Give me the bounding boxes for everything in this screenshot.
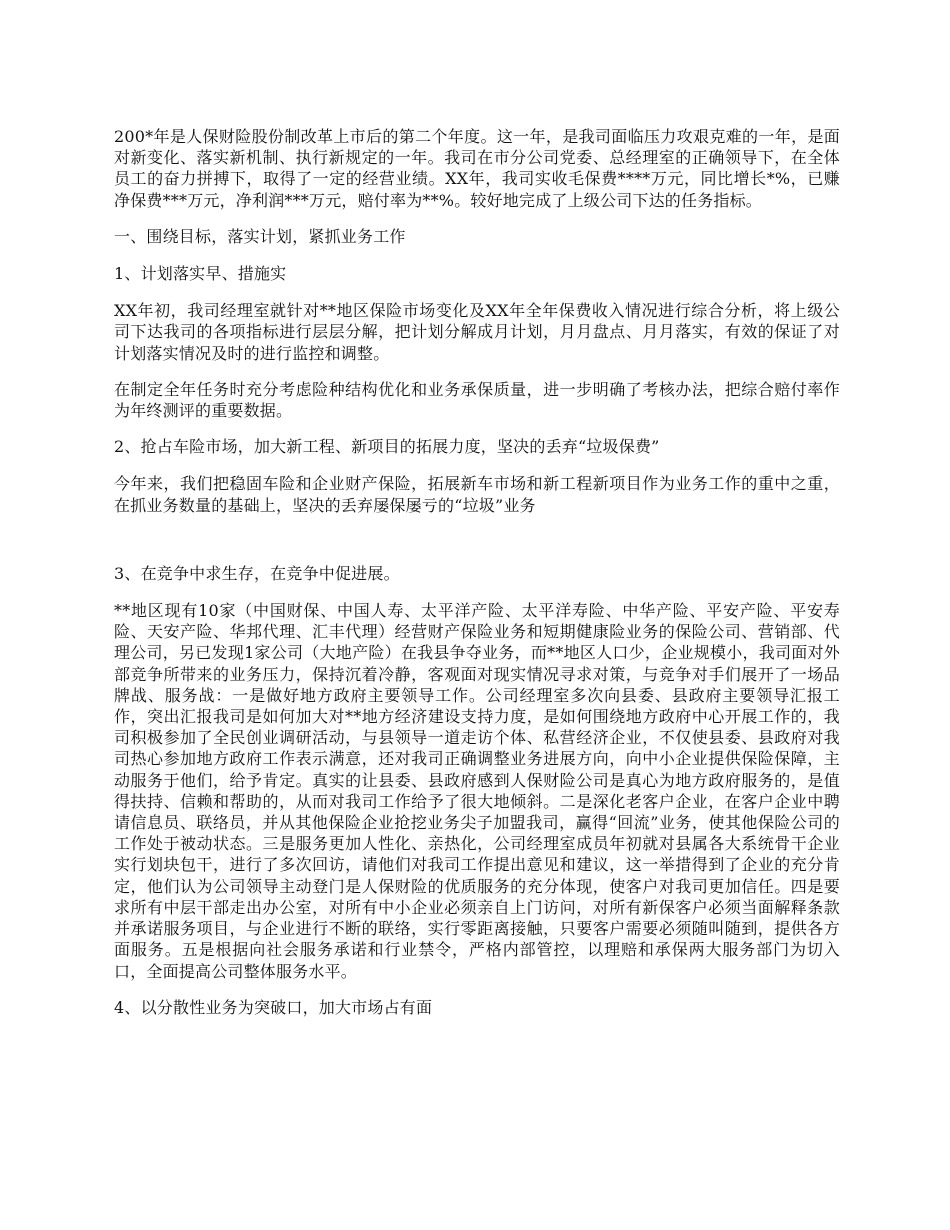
- item-1-paragraph-2: 在制定全年任务时充分考虑险种结构优化和业务承保质量，进一步明确了考核办法，把综合赔付率作为年终测评的重要数据。: [114, 379, 840, 421]
- item-2-paragraph-1: 今年来，我们把稳固车险和企业财产保险，拓展新车市场和新工程新项目作为业务工作的重中之重，在抓业务数量的基础上，坚决的丢弃屡保屡亏的“垃圾”业务: [114, 474, 840, 515]
- item-3-heading: 3、在竞争中求生存，在竞争中促进展。: [114, 563, 400, 583]
- intro-paragraph: 200*年是人保财险股份制改革上市后的第二个年度。这一年，是我司面临压力攻艰克难的一年，是面对新变化、落实新机制、执行新规定的一年。我司在市分公司党委、总经理室的正确领导下，在全体员工的奋力拼搏下，取得了一定的经营业绩。XX年，我司实收毛保费****万元，同比增长*%，已赚净保费***万元，净利润***万元，赔付率为**%。较好地完成了上级公司下达的任务指标。: [114, 127, 840, 210]
- item-1-paragraph-1: XX年初，我司经理室就针对**地区保险市场变化及XX年全年保费收入情况进行综合分析，将上级公司下达我司的各项指标进行层层分解，把计划分解成月计划，月月盘点、月月落实，有效的保证了对计划落实情况及时的进行监控和调整。: [114, 301, 840, 363]
- item-2-heading: 2、抢占车险市场，加大新工程、新项目的拓展力度，坚决的丢弃“垃圾保费”: [114, 437, 660, 457]
- item-3-paragraph-1: **地区现有10家（中国财保、中国人寿、太平洋产险、太平洋寿险、中华产险、平安产险、平安寿险、天安产险、华邦代理、汇丰代理）经营财产保险业务和短期健康险业务的保险公司、营销部、代理公司，另已发现1家公司（大地产险）在我县争夺业务，而**地区人口少，企业规模小，我司面对外部竞争所带来的业务压力，保持沉着冷静，客观面对现实情况寻求对策，与竞争对手们展开了一场品牌战、服务战：一是做好地方政府主要领导工作。公司经理室多次向县委、县政府主要领导汇报工作，突出汇报我司是如何加大对**地方经济建设支持力度，是如何围绕地方政府中心开展工作的，我司积极参加了全民创业调研活动，与县领导一道走访个体、私营经济企业，不仅使县委、县政府对我司热心参加地方政府工作表示满意，还对我司正确调整业务进展方向，向中小企业提供保险保障，主动服务于他们，给予肯定。真实的让县委、县政府感到人保财险公司是真心为地方政府服务的，是值得扶持、信赖和帮助的，从而对我司工作给予了很大地倾斜。二是深化老客户企业，在客户企业中聘请信息员、联络员，并从其他保险企业抢挖业务尖子加盟我司，赢得“回流”业务，使其他保险公司的工作处于被动状态。三是服务更加人性化、亲热化，公司经理室成员年初就对县属各大系统骨干企业实行划块包干，进行了多次回访，请他们对我司工作提出意见和建议，这一举措得到了企业的充分肯定，他们认为公司领导主动登门是人保财险的优质服务的充分体现，使客户对我司更加信任。四是要求所有中层干部走出办公室，对所有中小企业必须亲自上门访问，对所有新保客户必须当面解释条款并承诺服务项目，与企业进行不断的联络，实行零距离接触，只要客户需要必须随叫随到，提供各方面服务。五是根据向社会服务承诺和行业禁令，严格内部管控，以理赔和承保两大服务部门为切入口，全面提高公司整体服务水平。: [114, 601, 840, 981]
- blank-line: [114, 531, 840, 563]
- section-1-heading: 一、围绕目标，落实计划，紧抓业务工作: [114, 226, 406, 246]
- item-1-heading: 1、计划落实早、措施实: [114, 264, 287, 284]
- item-4-heading: 4、以分散性业务为突破口，加大市场占有面: [114, 997, 433, 1017]
